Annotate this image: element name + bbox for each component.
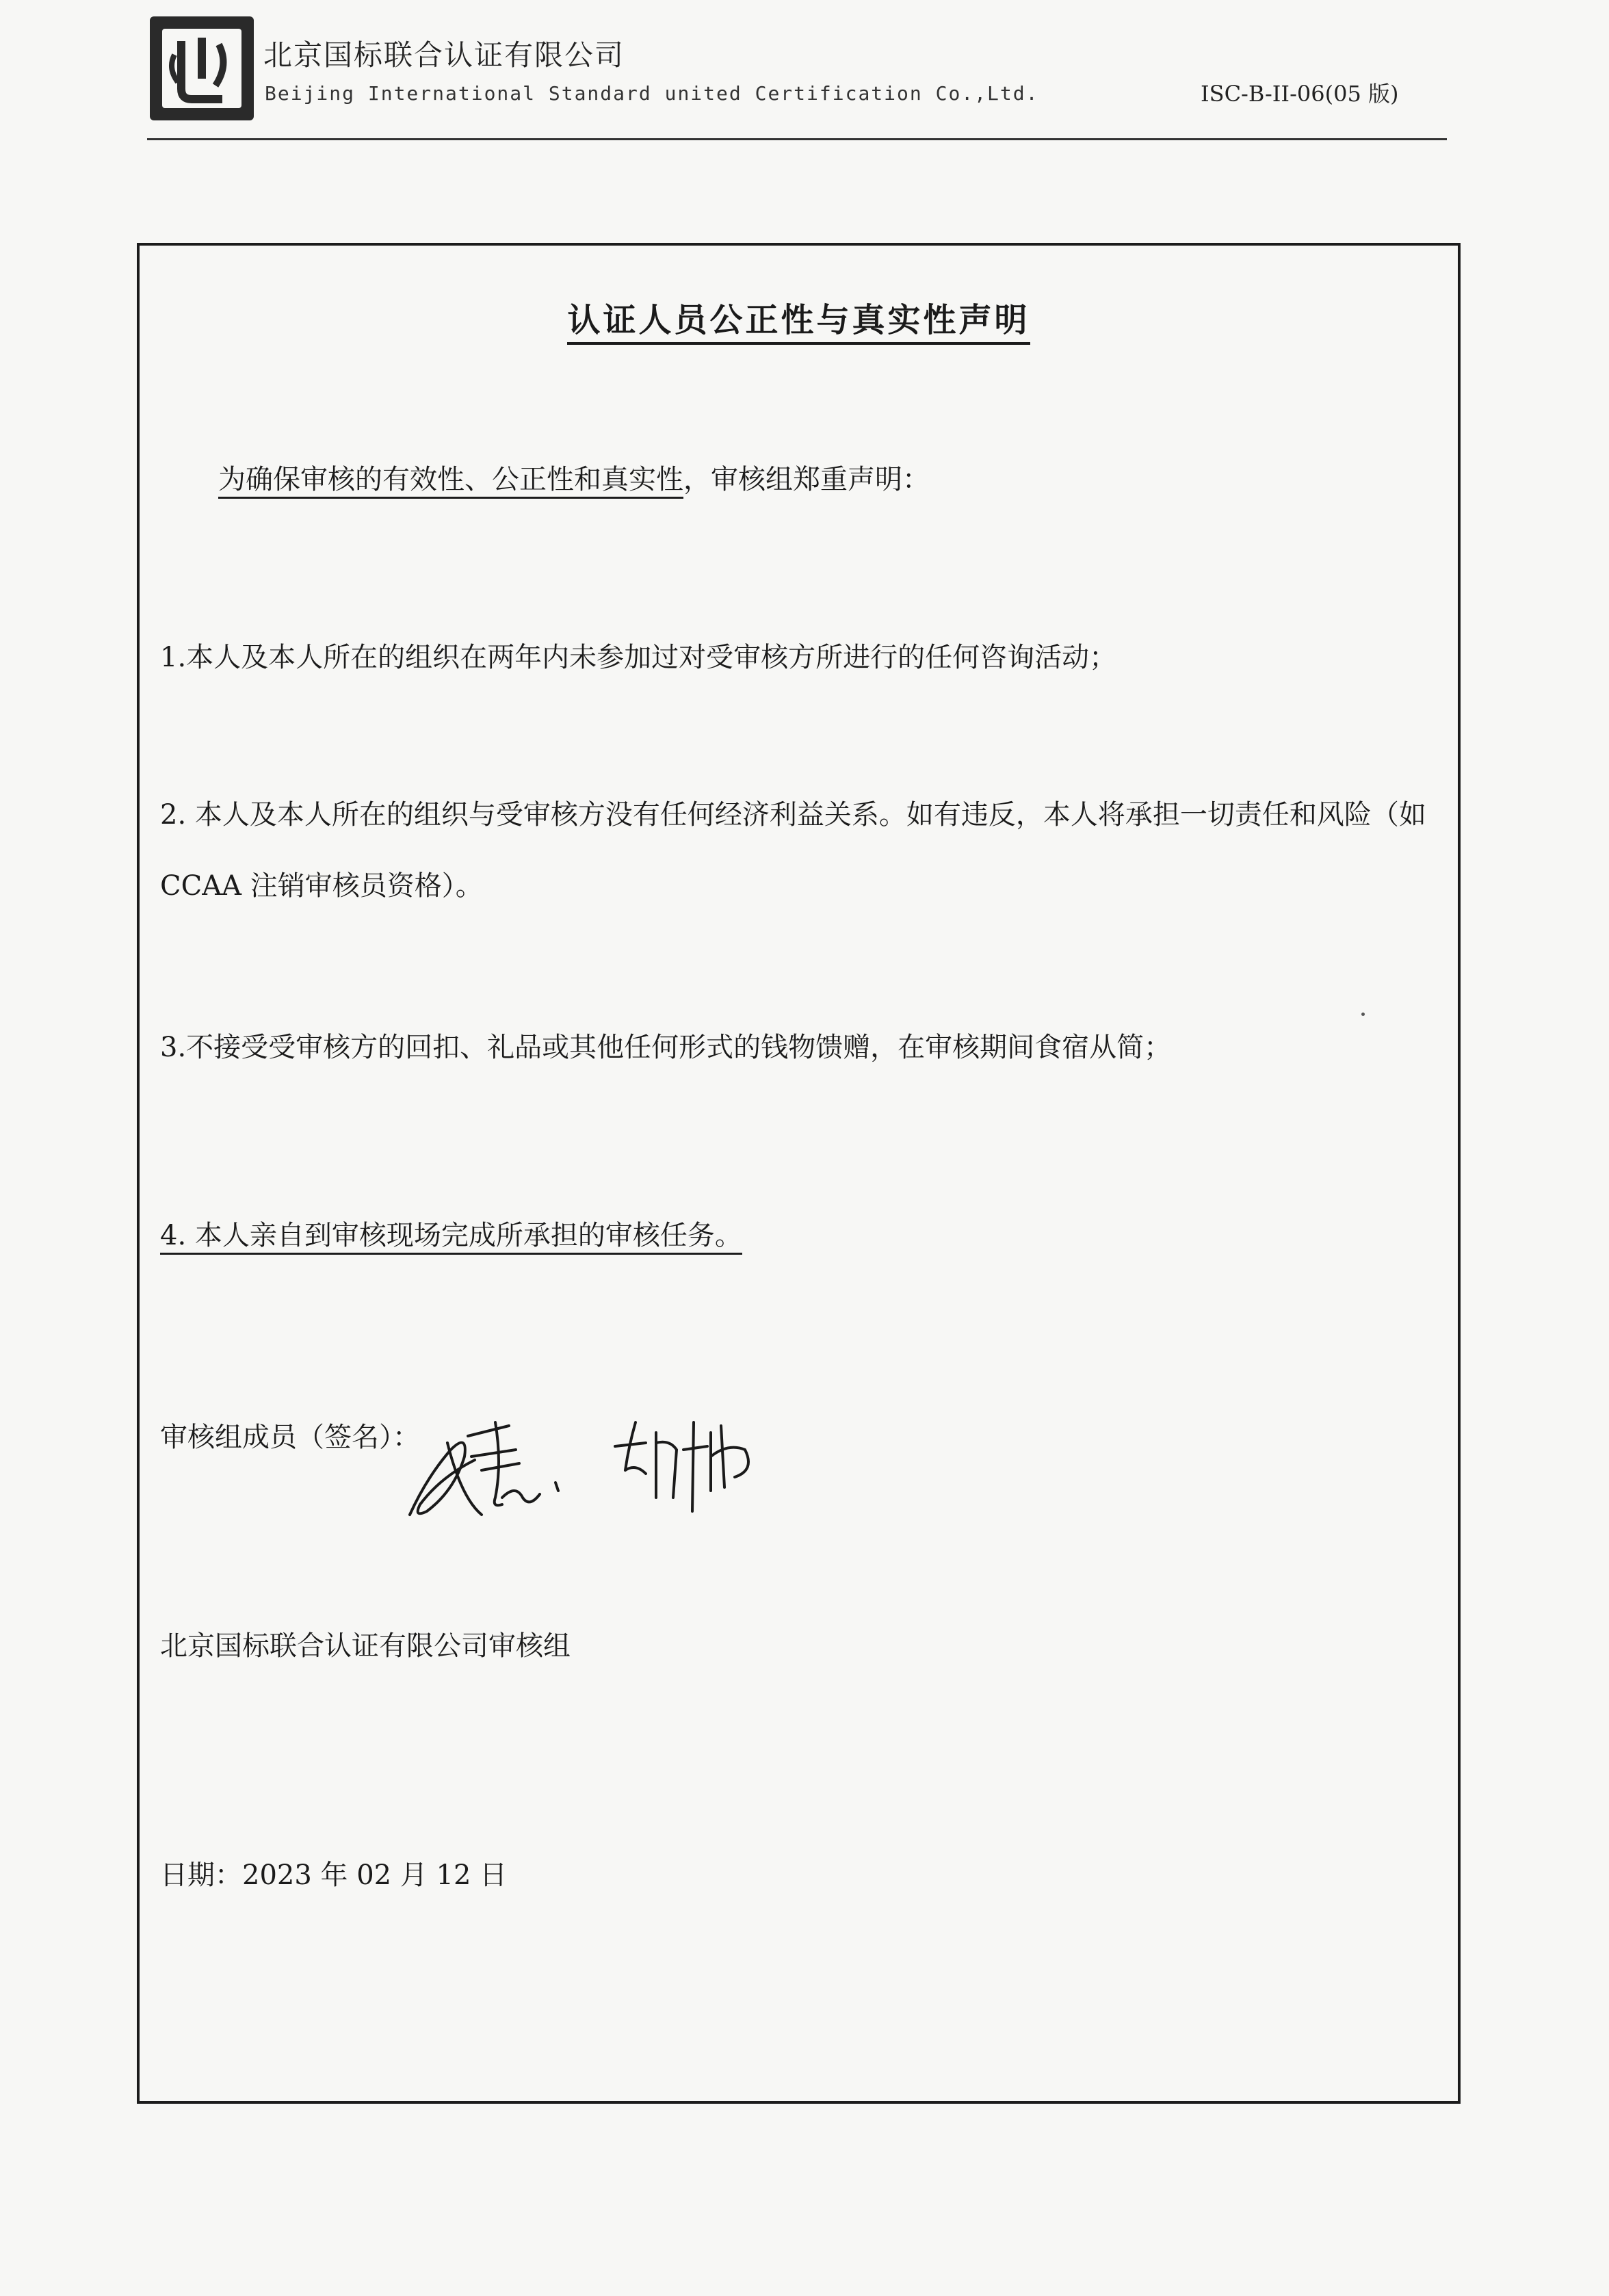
letterhead [147,14,1447,144]
company-name-en: Beijing International Standard united Certification Co.,Ltd. [265,82,1039,105]
declaration-item-4-text: 4. 本人亲自到审核现场完成所承担的审核任务。 [160,1220,742,1255]
document-title-text: 认证人员公正性与真实性声明 [567,301,1030,345]
company-logo-icon [147,14,257,123]
form-code: ISC-B-II-06(05 版) [1201,81,1399,107]
declaration-item-1: 1.本人及本人所在的组织在两年内未参加过对受审核方所进行的任何咨询活动； [160,642,1117,673]
declaration-item-2: 2. 本人及本人所在的组织与受审核方没有任何经济利益关系。如有违反，本人将承担一切责任和风险（如 CCAA 注销审核员资格）。 [160,799,1426,902]
intro-paragraph [218,444,1497,515]
signature-label: 审核组成员（签名）： [160,1422,420,1453]
intro-rest-text: ，审核组郑重声明： [683,464,930,495]
header-divider [147,138,1447,140]
scan-speck [1361,1013,1365,1016]
declaration-date: 日期：2023 年 02 月 12 日 [160,1860,508,1891]
declaration-item-3: 3.不接受受审核方的回扣、礼品或其他任何形式的钱物馈赠，在审核期间食宿从简； [160,1032,1172,1063]
intro-underlined-text: 为确保审核的有效性、公正性和真实性 [218,464,683,499]
company-name-cn: 北京国标联合认证有限公司 [263,38,625,72]
declaration-item-4 [160,1200,1439,1271]
document-title [140,293,1458,341]
declaration-frame [137,243,1461,2104]
handwritten-signature [400,1395,783,1532]
organization-name: 北京国标联合认证有限公司审核组 [160,1630,571,1662]
